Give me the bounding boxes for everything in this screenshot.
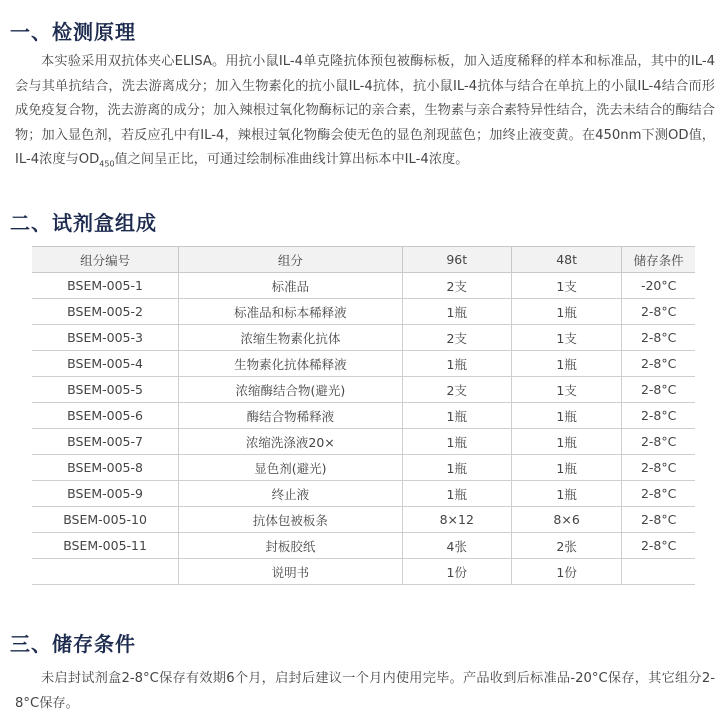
table-cell: 2-8°C: [622, 429, 695, 455]
table-cell: 2-8°C: [622, 351, 695, 377]
table-cell: BSEM-005-6: [32, 403, 179, 429]
table-cell: BSEM-005-2: [32, 299, 179, 325]
table-cell: [32, 559, 179, 585]
table-cell: 2-8°C: [622, 533, 695, 559]
table-row: [32, 429, 695, 455]
table-cell: BSEM-005-10: [32, 507, 179, 533]
table-cell: BSEM-005-5: [32, 377, 179, 403]
table-row: [32, 351, 695, 377]
column-header: 48t: [511, 247, 621, 273]
table-cell: 1瓶: [511, 403, 621, 429]
section-title-principle: 一、检测原理: [10, 20, 136, 44]
table-cell: 8×12: [402, 507, 511, 533]
table-cell: 浓缩生物素化抗体: [179, 325, 402, 351]
table-cell: 1瓶: [511, 429, 621, 455]
column-header: 储存条件: [622, 247, 695, 273]
table-row: [32, 403, 695, 429]
table-row: [32, 507, 695, 533]
table-cell: 浓缩酶结合物(避光): [179, 377, 402, 403]
table-cell: 2-8°C: [622, 325, 695, 351]
table-cell: 1瓶: [402, 455, 511, 481]
table-cell: 1瓶: [511, 351, 621, 377]
table-row: [32, 273, 695, 299]
table-cell: 显色剂(避光): [179, 455, 402, 481]
table-cell: BSEM-005-8: [32, 455, 179, 481]
table-cell: 1瓶: [511, 455, 621, 481]
table-cell: 1份: [402, 559, 511, 585]
table-cell: -20°C: [622, 273, 695, 299]
table-cell: 1瓶: [402, 403, 511, 429]
table-cell: BSEM-005-7: [32, 429, 179, 455]
table-cell: 说明书: [179, 559, 402, 585]
table-cell: 2-8°C: [622, 403, 695, 429]
table-cell: 1支: [511, 377, 621, 403]
table-body: [32, 273, 695, 585]
table-cell: 2-8°C: [622, 455, 695, 481]
table-cell: 2张: [511, 533, 621, 559]
table-cell: 1瓶: [402, 299, 511, 325]
storage-paragraph: 未启封试剂盒2-8°C保存有效期6个月，启封后建议一个月内使用完毕。产品收到后标准品-20°C保存，其它组分2-8°C保存。: [15, 671, 715, 711]
section-title-kit-components: 二、试剂盒组成: [10, 211, 157, 235]
table-cell: 1份: [511, 559, 621, 585]
table-cell: 1瓶: [402, 429, 511, 455]
od-subscript: 450: [99, 159, 115, 169]
table-cell: 2支: [402, 377, 511, 403]
table-cell: BSEM-005-4: [32, 351, 179, 377]
table-row: [32, 299, 695, 325]
table-cell: 1瓶: [402, 481, 511, 507]
table-cell: 1瓶: [511, 481, 621, 507]
table-row: [32, 481, 695, 507]
table-row: [32, 533, 695, 559]
table-cell: 生物素化抗体稀释液: [179, 351, 402, 377]
section-title-storage: 三、储存条件: [10, 632, 136, 656]
table-cell: 1支: [511, 325, 621, 351]
table-cell: 酶结合物稀释液: [179, 403, 402, 429]
kit-components-table: [32, 246, 695, 585]
table-cell: BSEM-005-1: [32, 273, 179, 299]
table-cell: 2支: [402, 325, 511, 351]
principle-text-a: 本实验采用双抗体夹心ELISA。用抗小鼠IL-4单克隆抗体预包被酶标板，加入适度稀释的样本和标准品，其中的IL-4会与其单抗结合，洗去游离成分；加入生物素化的抗小鼠IL-4抗体，抗小鼠IL-4抗体与结合在单抗上的小鼠IL-4结合而形成免疫复合物，洗去游离的成分；加入辣根过氧化物酶标记的亲合素，生物素与亲合素特异性结合，洗去未结合的酶结合物；加入显色剂，若反应孔中有IL-4，辣根过氧化物酶会使无色的显色剂现蓝色；加终止液变黄。在450nm下测OD值，IL-4浓度与OD: [15, 54, 715, 167]
table-cell: 标准品和标本稀释液: [179, 299, 402, 325]
table-cell: [622, 559, 695, 585]
column-header: 组分编号: [32, 247, 179, 273]
table-cell: 终止液: [179, 481, 402, 507]
table-cell: 2支: [402, 273, 511, 299]
column-header: 96t: [402, 247, 511, 273]
table-cell: 1瓶: [511, 299, 621, 325]
table-cell: 1瓶: [402, 351, 511, 377]
table-cell: 2-8°C: [622, 377, 695, 403]
table-cell: 8×6: [511, 507, 621, 533]
table-row: [32, 559, 695, 585]
principle-text-b: 值之间呈正比，可通过绘制标准曲线计算出标本中IL-4浓度。: [114, 152, 469, 167]
table-row: [32, 377, 695, 403]
table-cell: BSEM-005-9: [32, 481, 179, 507]
table-cell: BSEM-005-11: [32, 533, 179, 559]
table-cell: BSEM-005-3: [32, 325, 179, 351]
table-cell: 4张: [402, 533, 511, 559]
table-cell: 2-8°C: [622, 507, 695, 533]
table-cell: 2-8°C: [622, 481, 695, 507]
column-header: 组分: [179, 247, 402, 273]
table-cell: 标准品: [179, 273, 402, 299]
table-cell: 2-8°C: [622, 299, 695, 325]
table-header-row: [32, 247, 695, 273]
table-row: [32, 325, 695, 351]
table-cell: 抗体包被板条: [179, 507, 402, 533]
table-cell: 浓缩洗涤液20×: [179, 429, 402, 455]
principle-paragraph: [15, 50, 715, 173]
table-cell: 封板胶纸: [179, 533, 402, 559]
table-cell: 1支: [511, 273, 621, 299]
table-row: [32, 455, 695, 481]
